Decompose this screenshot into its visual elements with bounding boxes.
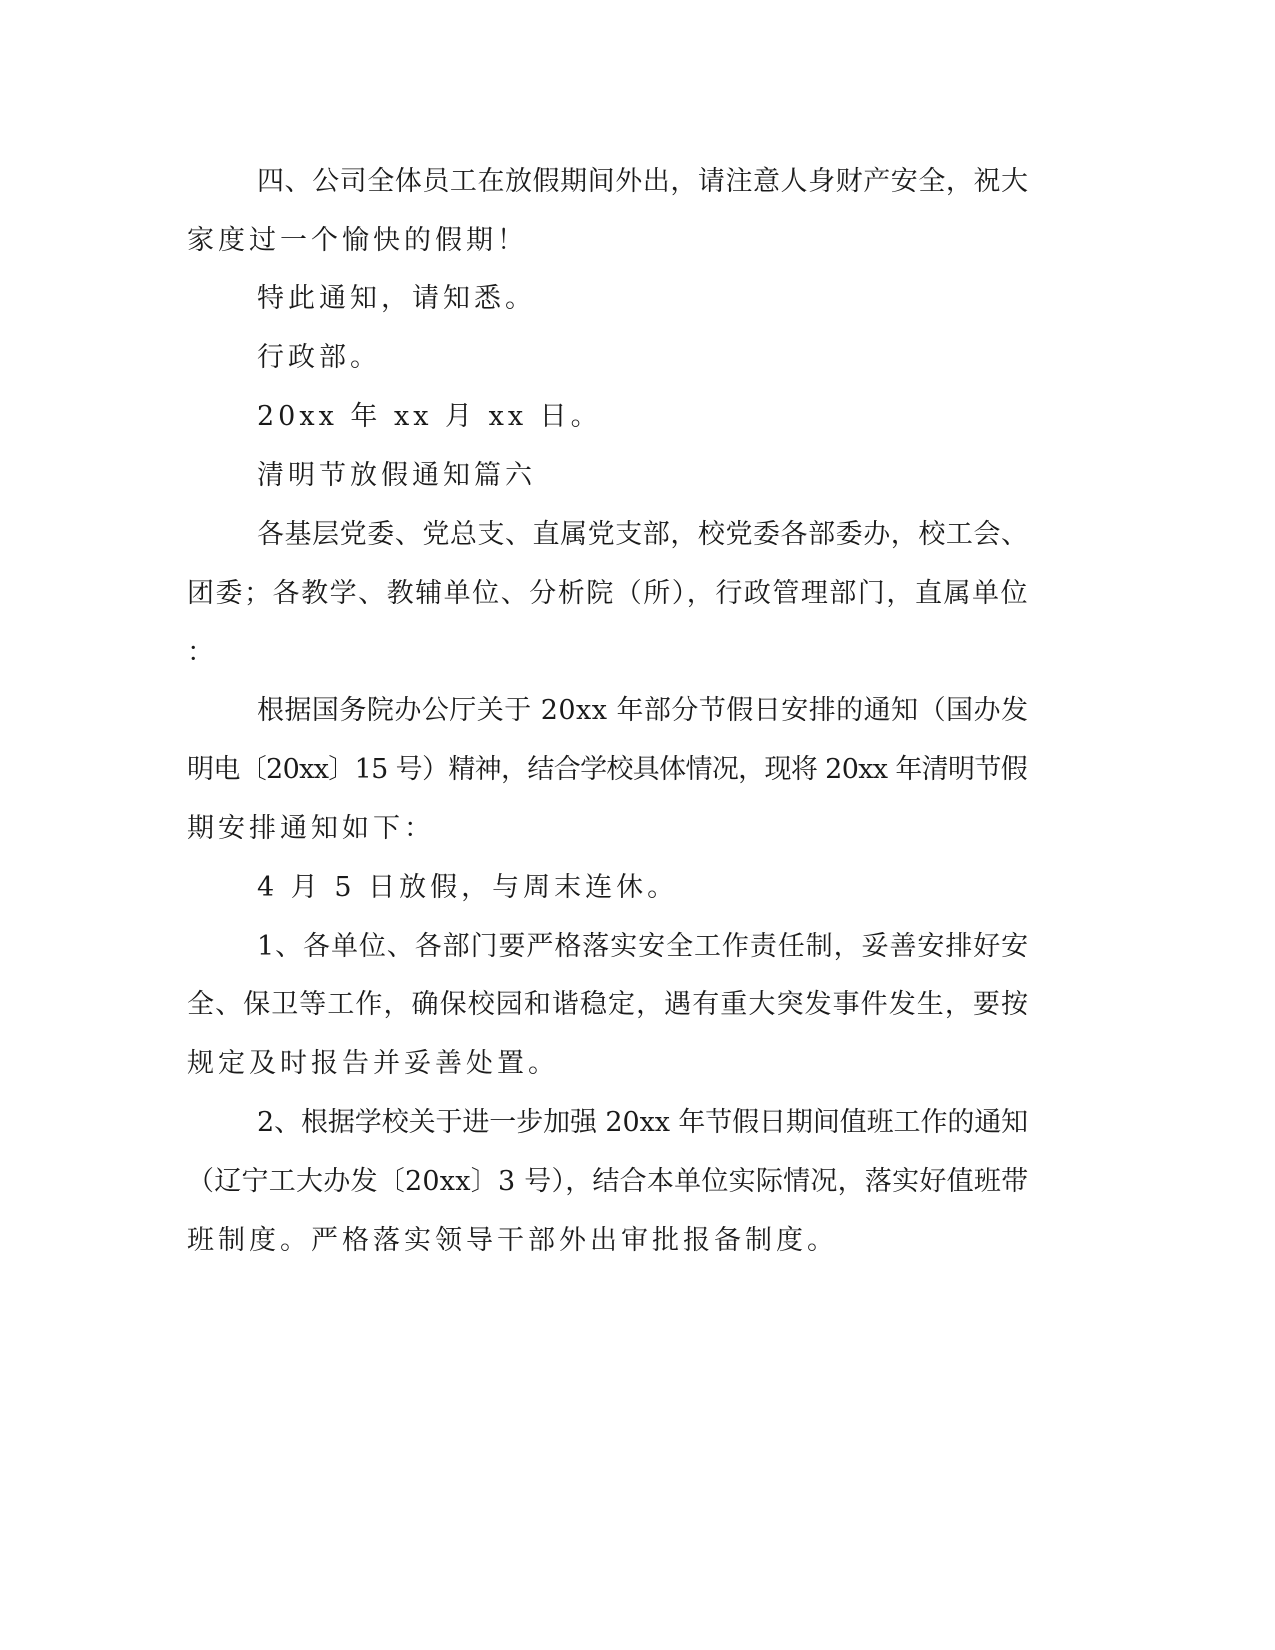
section-heading: 清明节放假通知篇六	[257, 460, 536, 491]
text-line: 四、公司全体员工在放假期间外出，请注意人身财产安全，祝大	[257, 166, 1029, 197]
text-line: （辽宁工大办发〔20xx〕3 号），结合本单位实际情况，落实好值班带	[187, 1166, 1029, 1197]
signature-date: 20xx 年 xx 月 xx 日。	[257, 401, 602, 432]
text-line: 各基层党委、党总支、直属党支部，校党委各部委办，校工会、	[257, 519, 1029, 550]
text-line: 2、根据学校关于进一步加强 20xx 年节假日期间值班工作的通知	[257, 1107, 1029, 1138]
text-line: 班制度。严格落实领导干部外出审批报备制度。	[187, 1225, 838, 1256]
signature-department: 行政部。	[257, 342, 381, 373]
text-line: 全、保卫等工作，确保校园和谐稳定，遇有重大突发事件发生，要按	[187, 989, 1030, 1020]
text-line: 规定及时报告并妥善处置。	[187, 1048, 559, 1079]
text-line: 明电〔20xx〕15 号）精神，结合学校具体情况，现将 20xx 年清明节假	[187, 754, 1028, 785]
text-line: ：	[187, 637, 218, 668]
text-line: 团委；各教学、教辅单位、分析院（所），行政管理部门，直属单位	[187, 578, 1030, 609]
text-line: 根据国务院办公厅关于 20xx 年部分节假日安排的通知（国办发	[257, 695, 1029, 726]
text-line: 1、各单位、各部门要严格落实安全工作责任制，妥善安排好安	[257, 931, 1030, 962]
text-line: 家度过一个愉快的假期！	[187, 225, 528, 256]
text-line: 期安排通知如下：	[187, 813, 435, 844]
text-line: 4 月 5 日放假，与周末连休。	[257, 872, 679, 903]
text-line: 特此通知，请知悉。	[257, 283, 536, 314]
